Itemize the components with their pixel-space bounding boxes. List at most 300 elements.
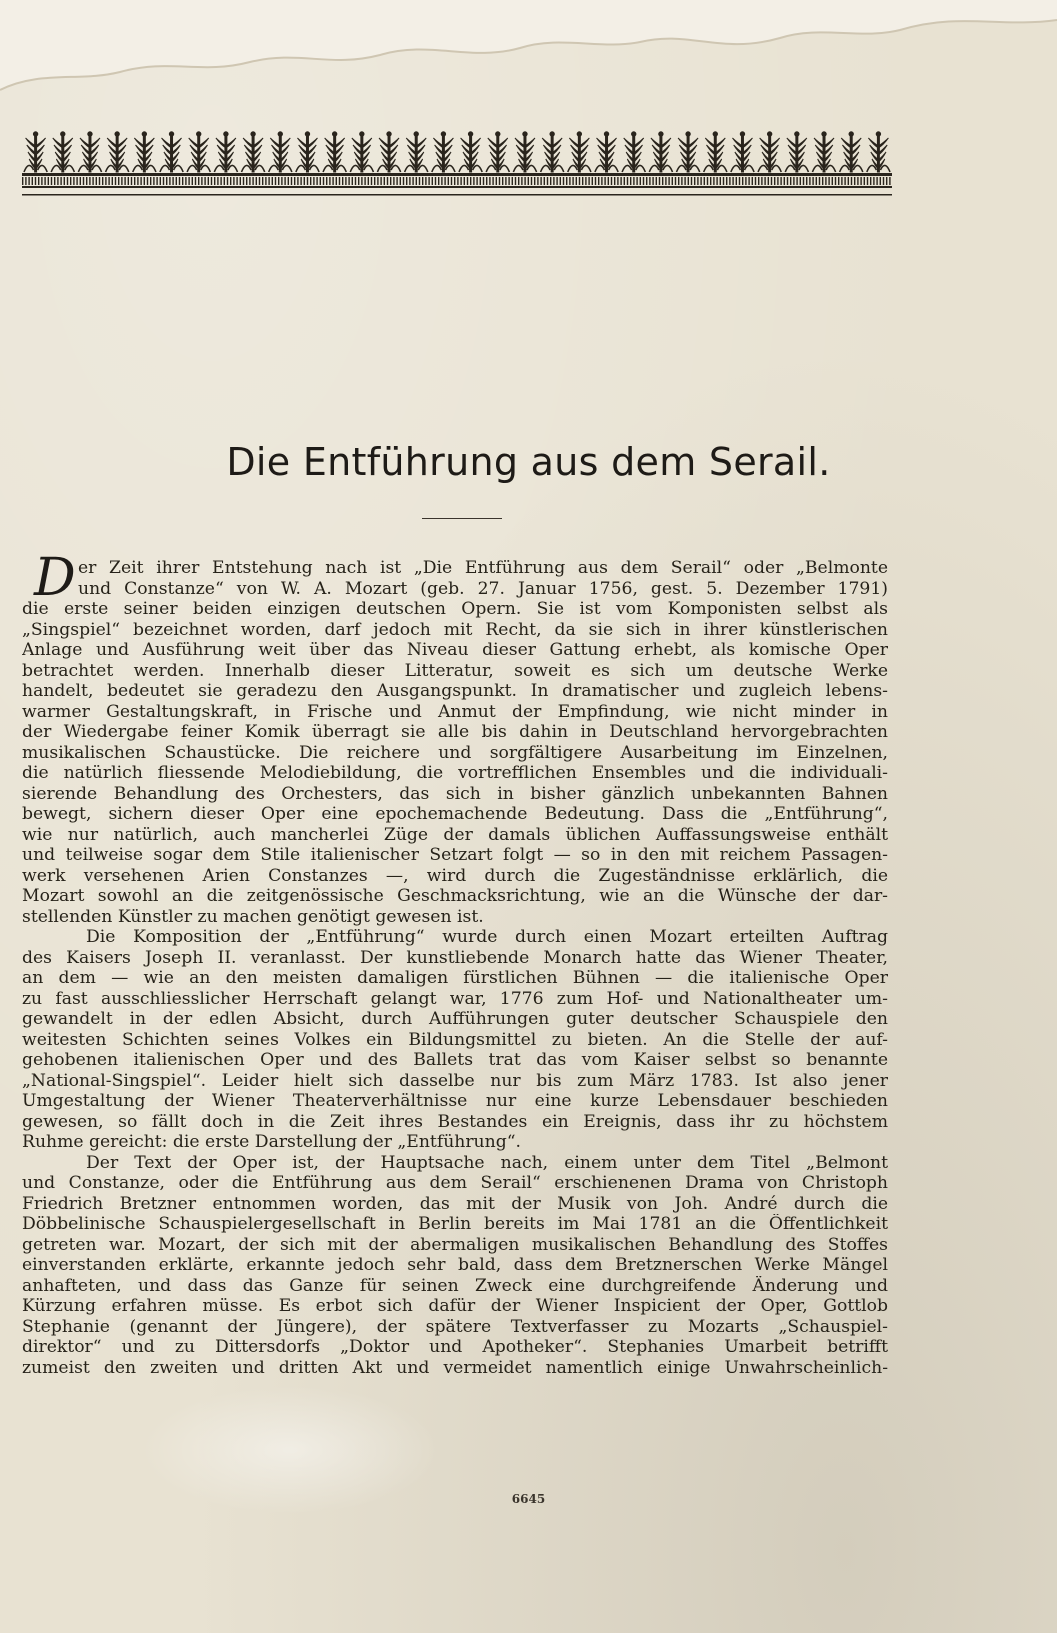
ornament-motif: [296, 132, 319, 172]
ornament-tick: [425, 177, 426, 185]
ornament-tick: [192, 177, 193, 185]
ornament-tick: [291, 177, 292, 185]
text-line: warmer Gestaltungskraft, in Frische und Anmut der Empfindung, wie nicht minder in: [22, 701, 888, 722]
text-line: und teilweise sogar dem Stile italienischer Setzart folgt — so in den mit reichem Passagen-: [22, 845, 888, 865]
text-line: getreten war. Mozart, der sich mit der abermaligen musikalischen Behandlung des Stoffes: [22, 1234, 888, 1255]
text-line: zumeist den zweiten und dritten Akt und vermeidet namentlich einige Unwahrscheinlich-: [22, 1357, 888, 1378]
text-line: und Constanze“ von W. A. Mozart (geb. 27. Januar 1756, gest. 5. Dezember 1791): [78, 578, 888, 599]
ornament-motif: [595, 132, 618, 172]
ornament-tick: [508, 177, 509, 185]
page-title: Die Entführung aus dem Serail.: [226, 440, 831, 484]
ornament-tick: [524, 177, 525, 185]
text-line: des Kaisers Joseph II. veranlasst. Der kunstliebende Monarch hatte das Wiener Theater,: [22, 947, 888, 968]
ornament-motif: [785, 132, 808, 172]
ornament-tick: [304, 177, 305, 185]
ornament-tick: [630, 177, 631, 185]
ornament-tick: [220, 177, 221, 185]
ornament-tick: [195, 177, 196, 185]
ornament-tick: [780, 177, 781, 185]
ornament-tick: [604, 177, 605, 185]
ornament-motif: [51, 132, 74, 172]
ornament-tick: [496, 177, 497, 185]
ornament-tick: [230, 177, 231, 185]
ornament-tick: [585, 177, 586, 185]
ornament-motif: [242, 132, 265, 172]
ornament-tick: [428, 177, 429, 185]
text-line: direktor“ und zu Dittersdorfs „Doktor und Apotheker“. Stephanies Umarbeit betrifft: [22, 1337, 888, 1357]
ornament-motif: [622, 132, 645, 172]
ornament-motif: [214, 132, 237, 172]
ornament-tick: [556, 177, 557, 185]
ornament-tick: [128, 177, 129, 185]
ornament-tick: [451, 177, 452, 185]
ornament-tick: [160, 177, 161, 185]
ornament-tick: [96, 177, 97, 185]
text-line: die erste seiner beiden einzigen deutschen Opern. Sie ist vom Komponisten selbst als: [22, 599, 888, 619]
text-line: werk versehenen Arien Constanzes —, wird durch die Zugeständnisse erklärlich, die: [22, 865, 888, 886]
ornament-tick: [361, 177, 362, 185]
text-line: stellenden Künstler zu machen genötigt gewesen ist.: [22, 906, 484, 927]
ornament-motif: [731, 132, 754, 172]
text-line: wie nur natürlich, auch mancherlei Züge der damals üblichen Auffassungsweise enthält: [22, 824, 888, 845]
text-line: Stephanie (genannt der Jüngere), der spätere Textverfasser zu Mozarts „Schauspiel-: [22, 1316, 888, 1337]
ornament-tick: [860, 177, 861, 185]
ornament-tick: [729, 177, 730, 185]
ornament-motif: [704, 132, 727, 172]
ornament-tick: [704, 177, 705, 185]
ornament-tick: [595, 177, 596, 185]
ornament-tick: [707, 177, 708, 185]
ornament-tick: [188, 177, 189, 185]
ornament-tick: [371, 177, 372, 185]
ornament-tick: [582, 177, 583, 185]
ornament-tick: [467, 177, 468, 185]
ornament-tick: [662, 177, 663, 185]
ornament-tick: [76, 177, 77, 185]
ornament-tick: [755, 177, 756, 185]
text-line: Die Komposition der „Entführung“ wurde durch einen Mozart erteilten Auftrag: [86, 927, 888, 947]
ornament-tick: [259, 177, 260, 185]
ornament-tick: [297, 177, 298, 185]
ornament-tick: [208, 177, 209, 185]
ornament-tick: [262, 177, 263, 185]
ornament-tick: [448, 177, 449, 185]
ornament-tick: [476, 177, 477, 185]
ornament-tick: [764, 177, 765, 185]
ornament-tick: [454, 177, 455, 185]
text-line: Mozart sowohl an die zeitgenössische Geschmacksrichtung, wie an die Wünsche der dar-: [22, 886, 888, 906]
ornament-tick: [502, 177, 503, 185]
ornament-tick: [633, 177, 634, 185]
text-line: einverstanden erklärte, erkannte jedoch sehr bald, dass dem Bretznerschen Werke Mängel: [22, 1255, 888, 1275]
ornament-tick: [540, 177, 541, 185]
ornament-tick: [83, 177, 84, 185]
ornament-tick: [547, 177, 548, 185]
ornament-tick: [48, 177, 49, 185]
text-line: gehobenen italienischen Oper und des Ballets trat das vom Kaiser selbst so benannte: [22, 1050, 888, 1070]
ornament-tick: [678, 177, 679, 185]
ornament-motif: [24, 132, 47, 172]
ornament-tick: [499, 177, 500, 185]
ornament-tick: [284, 177, 285, 185]
ornament-tick: [80, 177, 81, 185]
ornament-motif: [459, 132, 482, 172]
ornament-tick: [646, 177, 647, 185]
ornament-tick: [51, 177, 52, 185]
ornament-tick: [300, 177, 301, 185]
ornament-tick: [812, 177, 813, 185]
ornament-tick: [294, 177, 295, 185]
ornament-tick: [470, 177, 471, 185]
ornament-tick: [873, 177, 874, 185]
ornament-tick: [563, 177, 564, 185]
ornament-motif: [269, 132, 292, 172]
ornament-tick: [697, 177, 698, 185]
ornament-tick: [150, 177, 151, 185]
ornament-motif: [323, 132, 346, 172]
ornament-tick: [636, 177, 637, 185]
ornament-tick: [176, 177, 177, 185]
ornament-tick: [614, 177, 615, 185]
ornament-tick: [355, 177, 356, 185]
ornament-tick: [601, 177, 602, 185]
ornament-tick: [486, 177, 487, 185]
ornament-tick: [243, 177, 244, 185]
ornament-tick: [380, 177, 381, 185]
ornament-tick: [505, 177, 506, 185]
ornament-tick: [521, 177, 522, 185]
ornament-tick: [620, 177, 621, 185]
ornament-tick: [838, 177, 839, 185]
ornament-tick: [752, 177, 753, 185]
ornament-tick: [268, 177, 269, 185]
ornament-tick: [38, 177, 39, 185]
ornament-tick: [819, 177, 820, 185]
text-line: anhafteten, und dass das Ganze für seinen Zweck eine durchgreifende Änderung und: [22, 1275, 888, 1296]
ornament-motif: [840, 132, 863, 172]
ornament-tick: [489, 177, 490, 185]
ornament-tick: [659, 177, 660, 185]
ornament-tick: [480, 177, 481, 185]
ornament-tick: [483, 177, 484, 185]
ornament-motif: [513, 132, 536, 172]
ornament-tick: [233, 177, 234, 185]
ornament-tick: [336, 177, 337, 185]
ornament-tick: [384, 177, 385, 185]
ornament-tick: [131, 177, 132, 185]
ornament-tick: [588, 177, 589, 185]
ornament-tick: [611, 177, 612, 185]
ornament-tick: [652, 177, 653, 185]
ornament-tick: [745, 177, 746, 185]
ornament-tick: [624, 177, 625, 185]
ornament-tick: [864, 177, 865, 185]
ornament-tick: [774, 177, 775, 185]
ornament-tick: [256, 177, 257, 185]
ornament-tick: [841, 177, 842, 185]
ornament-tick: [67, 177, 68, 185]
ornament-tick: [156, 177, 157, 185]
ornament-motif: [812, 132, 835, 172]
ornament-tick: [627, 177, 628, 185]
ornament-motif: [486, 132, 509, 172]
ornament-tick: [518, 177, 519, 185]
ornament-tick: [694, 177, 695, 185]
ornament-motif: [187, 132, 210, 172]
ornament-tick: [172, 177, 173, 185]
ornament-tick: [473, 177, 474, 185]
text-line: Kürzung erfahren müsse. Es erbot sich dafür der Wiener Inspicient der Oper, Gottlob: [22, 1296, 888, 1316]
ornament-tick: [870, 177, 871, 185]
ornament-tick: [278, 177, 279, 185]
ornament-tick: [768, 177, 769, 185]
text-line: gewandelt in der edlen Absicht, durch Aufführungen guter deutscher Schauspiele den: [22, 1009, 888, 1029]
ornament-tick: [224, 177, 225, 185]
ornament-tick: [822, 177, 823, 185]
ornament-tick: [412, 177, 413, 185]
drop-cap: D: [34, 548, 76, 608]
ornament-tick: [748, 177, 749, 185]
ornament-tick: [396, 177, 397, 185]
ornament-tick: [99, 177, 100, 185]
ornament-tick: [28, 177, 29, 185]
ornament-tick: [204, 177, 205, 185]
text-line: er Zeit ihrer Entstehung nach ist „Die Entführung aus dem Serail“ oder „Belmonte: [78, 558, 888, 578]
page-number: 6645: [511, 1492, 546, 1506]
ornament-motif: [758, 132, 781, 172]
ornament-tick: [419, 177, 420, 185]
ornament-tick: [576, 177, 577, 185]
text-line: der Wiedergabe feiner Komik überragt sie alle bis dahin in Deutschland hervorgebrachten: [22, 722, 888, 742]
ornament-motif: [106, 132, 129, 172]
ornament-tick: [457, 177, 458, 185]
ornament-motif: [432, 132, 455, 172]
ornament-tick: [307, 177, 308, 185]
text-line: die natürlich fliessende Melodiebildung, die vortrefflichen Ensembles und die individuali-: [22, 763, 888, 783]
ornament-tick: [531, 177, 532, 185]
ornament-tick: [310, 177, 311, 185]
ornament-tick: [739, 177, 740, 185]
ornament-tick: [649, 177, 650, 185]
ornament-tick: [326, 177, 327, 185]
ornament-tick: [672, 177, 673, 185]
ornament-tick: [790, 177, 791, 185]
ornament-tick: [281, 177, 282, 185]
ornament-tick: [339, 177, 340, 185]
ornament-tick: [537, 177, 538, 185]
ornament-tick: [246, 177, 247, 185]
ornament-tick: [883, 177, 884, 185]
ornament-tick: [848, 177, 849, 185]
ornament-tick: [681, 177, 682, 185]
ornament-tick: [742, 177, 743, 185]
ornament-tick: [515, 177, 516, 185]
text-line: sierende Behandlung des Orchesters, das sich in bisher gänzlich unbekannten Bahnen: [22, 783, 888, 804]
ornament-tick: [723, 177, 724, 185]
ornament-tick: [89, 177, 90, 185]
text-line: „National-Singspiel“. Leider hielt sich dasselbe nur bis zum März 1783. Ist also jener: [22, 1070, 888, 1091]
ornament-tick: [809, 177, 810, 185]
ornament-tick: [736, 177, 737, 185]
ornament-motif: [160, 132, 183, 172]
ornament-tick: [422, 177, 423, 185]
ornament-tick: [166, 177, 167, 185]
ornament-tick: [675, 177, 676, 185]
ornament-tick: [438, 177, 439, 185]
ornament-tick: [643, 177, 644, 185]
ornament-tick: [368, 177, 369, 185]
ornament-tick: [105, 177, 106, 185]
ornament-tick: [140, 177, 141, 185]
ornament-tick: [345, 177, 346, 185]
ornament-tick: [854, 177, 855, 185]
ornament-tick: [569, 177, 570, 185]
ornament-tick: [323, 177, 324, 185]
torn-edge: [0, 0, 1057, 110]
ornament-tick: [108, 177, 109, 185]
text-line: Anlage und Ausführung weit über das Niveau dieser Gattung erhebt, als komische Oper: [22, 640, 888, 660]
ornament-motif: [568, 132, 591, 172]
ornament-tick: [41, 177, 42, 185]
ornament-tick: [249, 177, 250, 185]
ornament-tick: [835, 177, 836, 185]
ornament-tick: [169, 177, 170, 185]
ornament-tick: [403, 177, 404, 185]
body-text: [22, 558, 888, 1378]
ornament-tick: [460, 177, 461, 185]
text-line: Der Text der Oper ist, der Hauptsache nach, einem unter dem Titel „Belmont: [86, 1152, 888, 1173]
ornament-tick: [409, 177, 410, 185]
text-line: zu fast ausschliesslicher Herrschaft gelangt war, 1776 zum Hof- und Nationaltheater um-: [22, 988, 888, 1009]
ornament-tick: [201, 177, 202, 185]
ornament-tick: [348, 177, 349, 185]
ornament-motif: [78, 132, 101, 172]
ornament-tick: [25, 177, 26, 185]
ornament-tick: [544, 177, 545, 185]
ornament-tick: [390, 177, 391, 185]
ornament-tick: [272, 177, 273, 185]
ornament-tick: [102, 177, 103, 185]
text-line: gewesen, so fällt doch in die Zeit ihres Bestandes ein Ereignis, dass ihr zu höchstem: [22, 1111, 888, 1132]
ornament-tick: [32, 177, 33, 185]
ornament-tick: [867, 177, 868, 185]
ornament-tick: [35, 177, 36, 185]
ornament-tick: [720, 177, 721, 185]
ornament-tick: [144, 177, 145, 185]
text-line: Döbbelinische Schauspielergesellschaft in Berlin bereits im Mai 1781 an die Öffentlichkeit: [22, 1214, 888, 1234]
ornament-tick: [211, 177, 212, 185]
ornament-tick: [512, 177, 513, 185]
ornament-tick: [691, 177, 692, 185]
ornament-tick: [153, 177, 154, 185]
ornament-tick: [112, 177, 113, 185]
ornament-tick: [86, 177, 87, 185]
text-line: Ruhme gereicht: die erste Darstellung der „Entführung“.: [22, 1132, 521, 1152]
ornament-tick: [432, 177, 433, 185]
ornament-tick: [886, 177, 887, 185]
ornament-tick: [598, 177, 599, 185]
ornament-tick: [656, 177, 657, 185]
ornament-tick: [240, 177, 241, 185]
ornament-tick: [758, 177, 759, 185]
ornament-tick: [134, 177, 135, 185]
ornament-tick: [374, 177, 375, 185]
ornament-tick: [163, 177, 164, 185]
ornament-motif: [405, 132, 428, 172]
ornament-tick: [400, 177, 401, 185]
ornament-tick: [275, 177, 276, 185]
ornament-motif: [541, 132, 564, 172]
ornament-tick: [22, 177, 23, 185]
ornament-tick: [617, 177, 618, 185]
ornament-tick: [406, 177, 407, 185]
ornament-tick: [825, 177, 826, 185]
ornament-tick: [44, 177, 45, 185]
ornament-tick: [64, 177, 65, 185]
ornament-tick: [416, 177, 417, 185]
ornament-tick: [316, 177, 317, 185]
ornament-motif: [677, 132, 700, 172]
ornament-tick: [179, 177, 180, 185]
ornament-tick: [118, 177, 119, 185]
ornament-tick: [716, 177, 717, 185]
ornament-tick: [185, 177, 186, 185]
ornament-tick: [771, 177, 772, 185]
ornament-tick: [57, 177, 58, 185]
ornament-tick: [572, 177, 573, 185]
ornament-tick: [889, 177, 890, 185]
ornament-motif: [377, 132, 400, 172]
ornament-tick: [579, 177, 580, 185]
ornament-motif: [350, 132, 373, 172]
ornament-tick: [844, 177, 845, 185]
ornament-motif: [867, 132, 890, 172]
text-line: Umgestaltung der Wiener Theaterverhältnisse nur eine kurze Lebensdauer beschieden: [22, 1091, 888, 1111]
ornament-tick: [464, 177, 465, 185]
ornament-tick: [806, 177, 807, 185]
text-line: an dem — wie an den meisten damaligen fürstlichen Bühnen — die italienische Oper: [22, 968, 888, 988]
ornament-tick: [787, 177, 788, 185]
ornament-tick: [492, 177, 493, 185]
ornament-tick: [364, 177, 365, 185]
ornament-tick: [332, 177, 333, 185]
ornament-tick: [665, 177, 666, 185]
ornamental-border: [22, 126, 892, 211]
text-line: musikalischen Schaustücke. Die reichere und sorgfältigere Ausarbeitung im Einzelnen,: [22, 742, 888, 763]
ornament-tick: [137, 177, 138, 185]
ornament-tick: [534, 177, 535, 185]
ornament-tick: [761, 177, 762, 185]
ornament-tick: [851, 177, 852, 185]
ornament-tick: [560, 177, 561, 185]
text-line: weitesten Schichten seines Volkes ein Bildungsmittel zu bieten. An die Stelle der auf-: [22, 1029, 888, 1050]
ornament-tick: [227, 177, 228, 185]
ornament-tick: [880, 177, 881, 185]
ornament-tick: [800, 177, 801, 185]
ornament-tick: [857, 177, 858, 185]
ornament-tick: [668, 177, 669, 185]
ornament-tick: [73, 177, 74, 185]
ornament-tick: [553, 177, 554, 185]
ornament-tick: [265, 177, 266, 185]
ornament-tick: [377, 177, 378, 185]
ornament-tick: [441, 177, 442, 185]
ornament-tick: [313, 177, 314, 185]
ornament-tick: [700, 177, 701, 185]
ornament-tick: [198, 177, 199, 185]
text-line: Friedrich Bretzner entnommen worden, das mit der Musik von Joh. André durch die: [22, 1193, 888, 1214]
ornament-tick: [92, 177, 93, 185]
